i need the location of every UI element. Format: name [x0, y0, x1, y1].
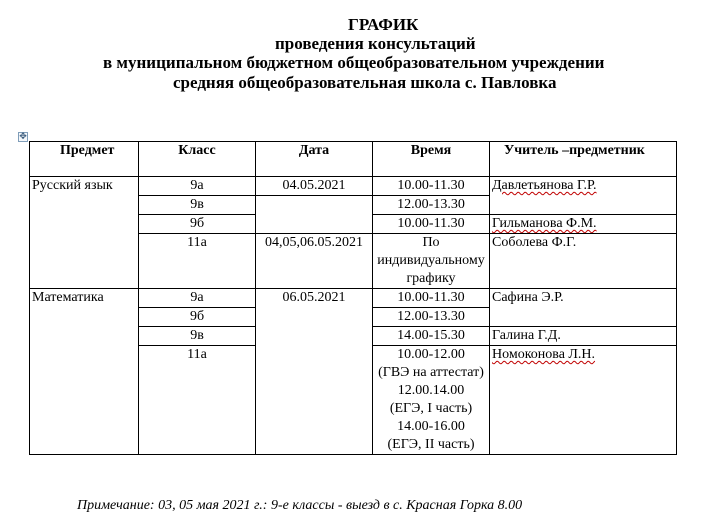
- footnote: Примечание: 03, 05 мая 2021 г.: 9-е классы - выезд в с. Красная Горка 8.00: [77, 498, 523, 513]
- date-cell: 06.05.2021: [256, 289, 373, 455]
- class-cell: 9а: [139, 177, 256, 196]
- time-line: индивидуальному: [377, 253, 485, 268]
- teacher-name: Номоконова Л.Н.: [492, 347, 596, 362]
- title-line-1: ГРАФИК: [348, 15, 419, 34]
- table-header-row: [30, 142, 677, 177]
- subject-math: Математика: [30, 289, 139, 455]
- time-line: (ГВЭ на аттестат): [378, 365, 484, 380]
- table-row: [30, 289, 677, 308]
- title-line-2: проведения консультаций: [275, 34, 476, 53]
- class-cell: 9в: [139, 196, 256, 215]
- header-date: Дата: [256, 142, 373, 177]
- table-move-handle-icon[interactable]: ✥: [19, 132, 27, 142]
- time-cell: 12.00-13.30: [373, 196, 490, 215]
- table-row: [30, 177, 677, 196]
- header-teacher: Учитель –предметник: [490, 142, 677, 177]
- date-cell: 04.05.2021: [256, 177, 373, 196]
- teacher-cell: Сафина Э.Р.: [490, 289, 677, 327]
- class-cell: 9б: [139, 215, 256, 234]
- time-line: По: [422, 235, 440, 250]
- date-cell: 04,05,06.05.2021: [256, 234, 373, 289]
- subject-russian: Русский язык: [30, 177, 139, 289]
- title-line-3: в муниципальном бюджетном общеобразовательном учреждении: [103, 53, 605, 72]
- time-line: графику: [406, 271, 456, 286]
- teacher-cell: [490, 346, 677, 455]
- time-line: (ЕГЭ, I часть): [389, 401, 473, 416]
- teacher-name: Гильманова Ф.М.: [492, 216, 597, 231]
- header-subject: Предмет: [30, 142, 139, 177]
- time-line: 14.00-16.00: [397, 419, 465, 434]
- time-cell: 12.00-13.30: [373, 308, 490, 327]
- time-cell: 14.00-15.30: [373, 327, 490, 346]
- time-line: (ЕГЭ, II часть): [387, 437, 475, 452]
- header-class: Класс: [139, 142, 256, 177]
- time-cell: 10.00-11.30: [373, 289, 490, 308]
- class-cell: 9в: [139, 327, 256, 346]
- teacher-name: Давлетьянова Г.Р.: [492, 178, 597, 193]
- time-line: 12.00.14.00: [397, 383, 465, 398]
- class-cell: 11а: [139, 346, 256, 455]
- teacher-cell: [490, 215, 677, 234]
- teacher-cell: Галина Г.Д.: [490, 327, 677, 346]
- class-cell: 9б: [139, 308, 256, 327]
- teacher-cell: Соболева Ф.Г.: [490, 234, 677, 289]
- teacher-cell: [490, 177, 677, 215]
- title-line-4: средняя общеобразовательная школа с. Павловка: [173, 73, 557, 92]
- time-cell: 10.00-11.30: [373, 215, 490, 234]
- time-cell: 10.00-11.30: [373, 177, 490, 196]
- schedule-table: [29, 141, 677, 455]
- time-cell: [373, 234, 490, 289]
- header-time: Время: [373, 142, 490, 177]
- time-line: 10.00-12.00: [397, 347, 465, 362]
- class-cell: 9а: [139, 289, 256, 308]
- class-cell: 11а: [139, 234, 256, 289]
- date-cell-empty: [256, 196, 373, 234]
- time-cell: [373, 346, 490, 455]
